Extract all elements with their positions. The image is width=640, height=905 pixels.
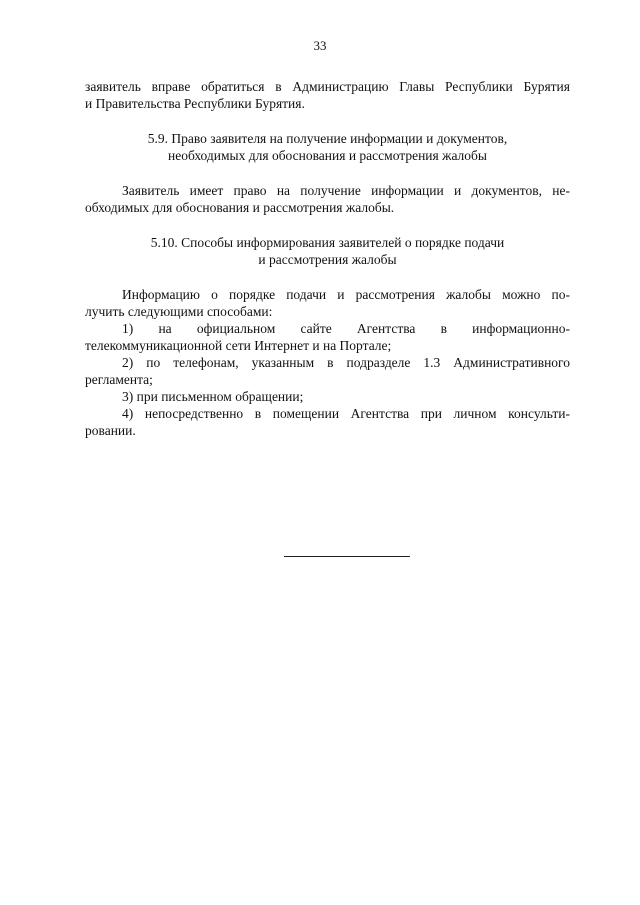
page-number: 33 (313, 38, 327, 53)
intro-line-1: заявитель вправе обратиться в Администрацию Главы Республики Бурятия (85, 79, 570, 94)
section-5-10-body-line-1: Информацию о порядке подачи и рассмотрения жалобы можно по- (122, 287, 570, 302)
end-rule-divider (284, 556, 410, 557)
section-5-10-heading-line-1: 5.10. Способы информирования заявителей о порядке подачи (150, 235, 505, 250)
section-5-9-body-line-1: Заявитель имеет право на получение информации и документов, не- (122, 183, 570, 198)
section-5-10-heading-line-2: и рассмотрения жалобы (258, 252, 397, 267)
section-5-9-heading-line-2: необходимых для обоснования и рассмотрения жалобы (168, 148, 487, 163)
section-5-9-heading-line-1: 5.9. Право заявителя на получение информации и документов, (147, 131, 508, 146)
list-item-2-line-1: 2) по телефонам, указанным в подразделе 1.3 Административного (122, 355, 570, 370)
section-5-9-body-line-2: обходимых для обоснования и рассмотрения жалобы. (85, 200, 395, 215)
list-item-2-line-2: регламента; (85, 372, 153, 387)
list-item-1-line-2: телекоммуникационной сети Интернет и на Портале; (85, 338, 392, 353)
section-5-10-body-line-2: лучить следующими способами: (85, 304, 273, 319)
list-item-1-line-1: 1) на официальном сайте Агентства в информационно- (122, 321, 570, 336)
intro-line-2: и Правительства Республики Бурятия. (85, 96, 305, 111)
list-item-4-line-1: 4) непосредственно в помещении Агентства при личном консульти- (122, 406, 570, 421)
list-item-3: 3) при письменном обращении; (122, 389, 304, 404)
list-item-4-line-2: ровании. (85, 423, 136, 438)
